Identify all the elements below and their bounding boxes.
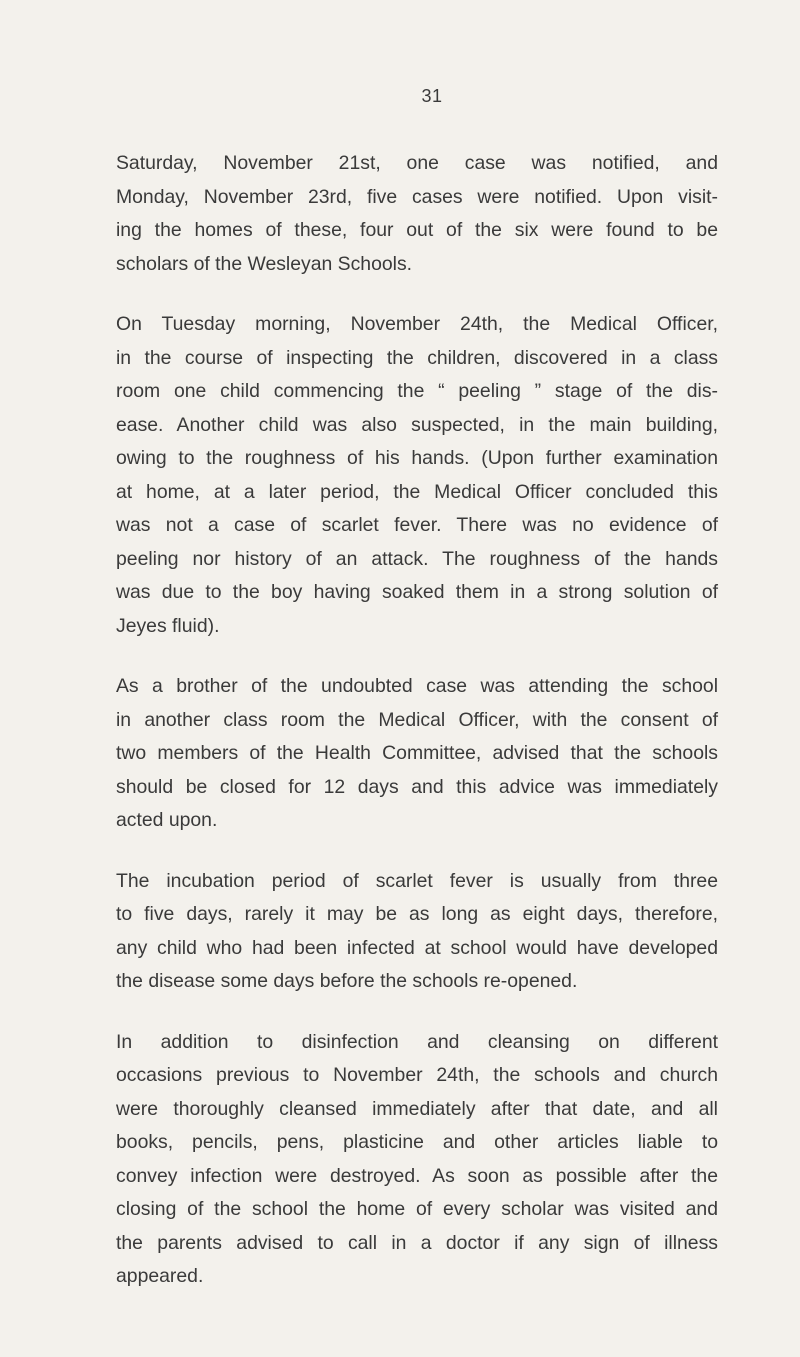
text-line: any child who had been infected at school would have developed <box>116 936 718 959</box>
paragraph-2 <box>116 308 718 643</box>
text-line: convey infection were destroyed. As soon as possible after the <box>116 1164 718 1187</box>
text-line: Saturday, November 21st, one case was notified, and <box>116 152 718 174</box>
text-line: Jeyes fluid). <box>116 614 220 637</box>
text-line: was due to the boy having soaked them in a strong solution of <box>116 581 718 603</box>
text-line: at home, at a later period, the Medical Officer concluded this <box>116 480 718 503</box>
text-line: in another class room the Medical Officer, with the consent of <box>116 708 718 731</box>
text-line: The incubation period of scarlet fever is usually from three <box>116 869 718 892</box>
body-text <box>116 147 718 1294</box>
text-line: owing to the roughness of his hands. (Upon further examination <box>116 447 718 469</box>
text-line: ing the homes of these, four out of the six were found to be <box>116 219 718 241</box>
text-line: were thoroughly cleansed immediately after that date, and all <box>116 1097 718 1120</box>
text-line: the disease some days before the schools re-opened. <box>116 970 578 992</box>
paragraph-1 <box>116 147 718 281</box>
text-line: was not a case of scarlet fever. There was no evidence of <box>116 514 718 536</box>
text-line: scholars of the Wesleyan Schools. <box>116 252 413 275</box>
text-line: occasions previous to November 24th, the schools and church <box>116 1064 718 1086</box>
paragraph-5 <box>116 1026 718 1294</box>
text-line: acted upon. <box>116 809 218 831</box>
text-line: in the course of inspecting the children, discovered in a class <box>116 346 718 369</box>
paragraph-4 <box>116 865 718 999</box>
page-number: 31 <box>421 86 443 106</box>
text-line: should be closed for 12 days and this advice was immediately <box>116 775 718 798</box>
text-line: two members of the Health Committee, advised that the schools <box>116 742 718 764</box>
text-line: closing of the school the home of every scholar was visited and <box>116 1198 718 1220</box>
text-line: As a brother of the undoubted case was attending the school <box>116 675 718 697</box>
paragraph-3 <box>116 670 718 838</box>
text-line: On Tuesday morning, November 24th, the Medical Officer, <box>116 313 718 335</box>
text-line: room one child commencing the “ peeling ” stage of the dis- <box>116 380 718 402</box>
text-line: to five days, rarely it may be as long as eight days, therefore, <box>116 903 718 925</box>
text-line: peeling nor history of an attack. The roughness of the hands <box>116 547 718 570</box>
text-line: Monday, November 23rd, five cases were notified. Upon visit- <box>116 185 718 208</box>
text-line: the parents advised to call in a doctor if any sign of illness <box>116 1231 718 1254</box>
text-line: ease. Another child was also suspected, in the main building, <box>116 413 718 436</box>
text-line: books, pencils, pens, plasticine and other articles liable to <box>116 1131 718 1153</box>
text-line: appeared. <box>116 1265 204 1287</box>
text-line: In addition to disinfection and cleansing on different <box>116 1030 718 1053</box>
